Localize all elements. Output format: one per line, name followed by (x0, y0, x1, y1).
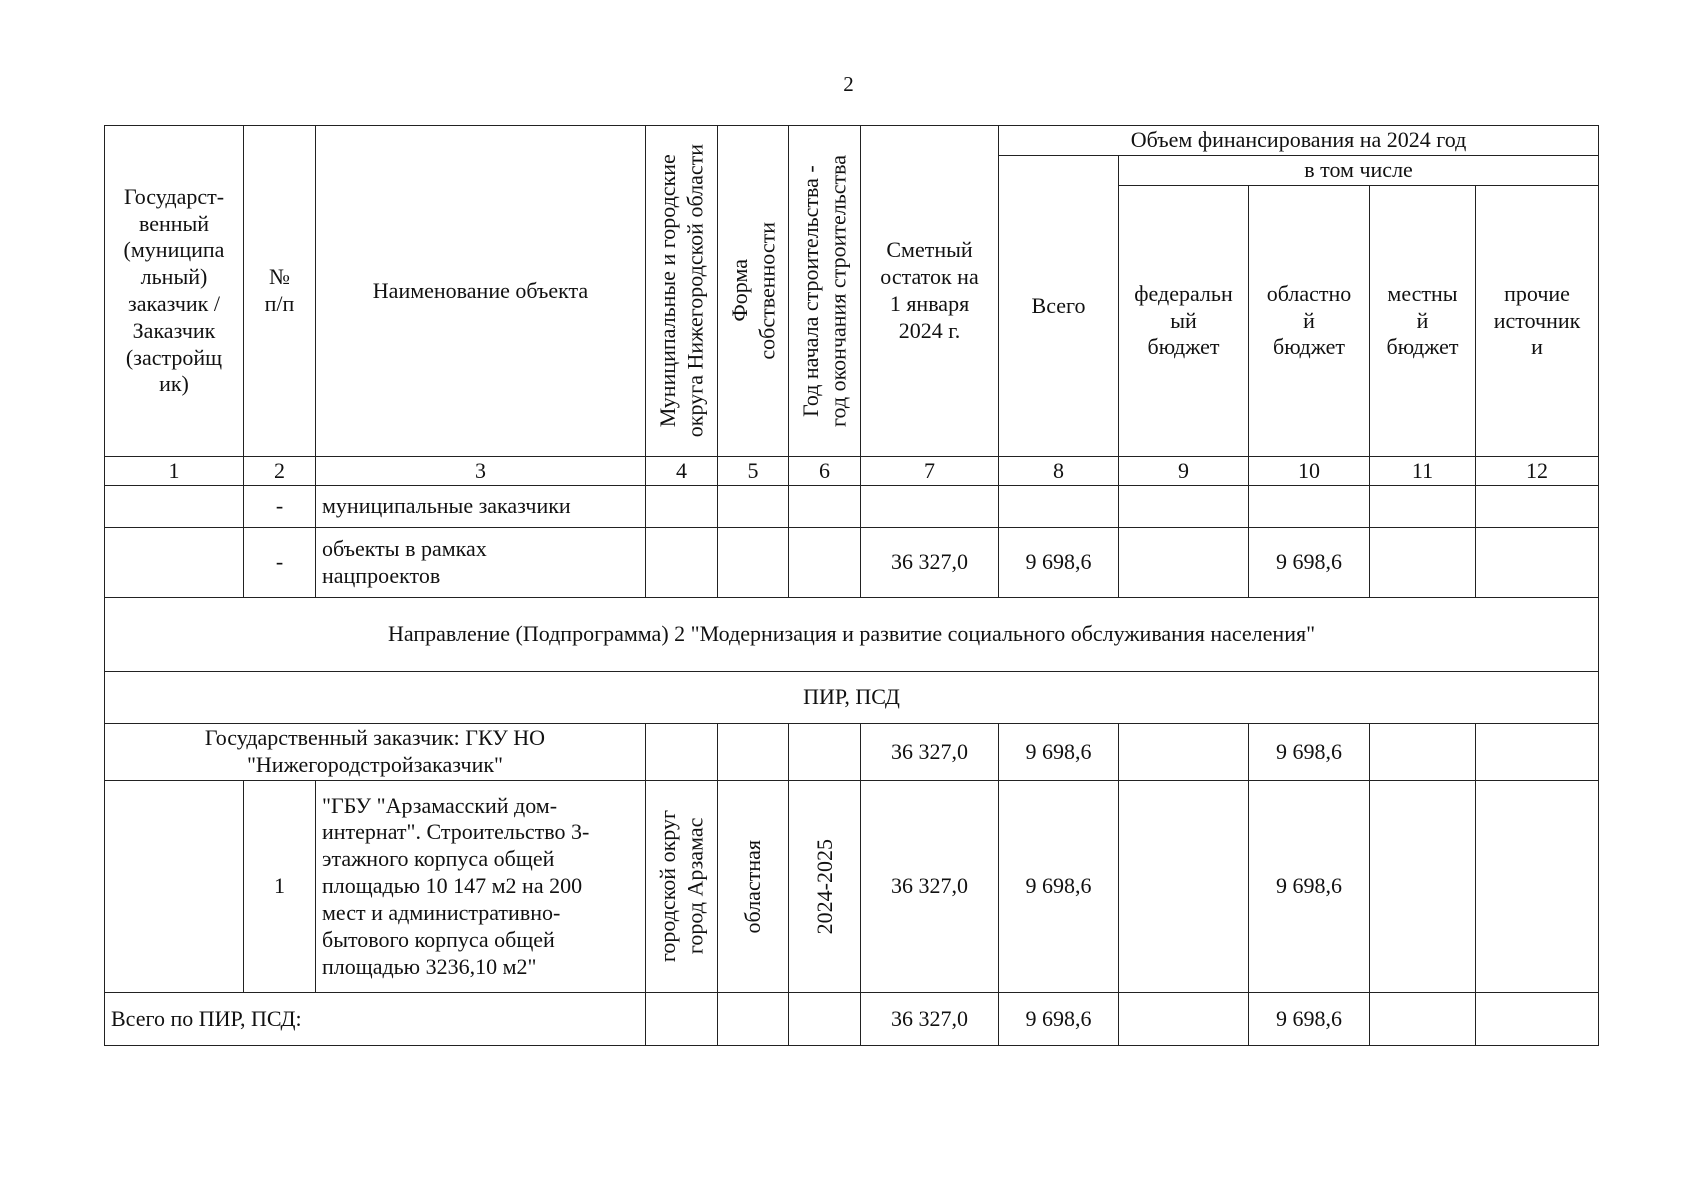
cell-regional: 9 698,6 (1249, 781, 1370, 993)
header-num: № п/п (244, 126, 316, 457)
state-customer-name: Государственный заказчик: ГКУ НО "Нижегородстройзаказчик" (105, 724, 646, 781)
cell-total: 9 698,6 (999, 528, 1119, 598)
column-number: 11 (1370, 457, 1476, 486)
column-number: 5 (718, 457, 789, 486)
column-number: 2 (244, 457, 316, 486)
column-number: 12 (1476, 457, 1599, 486)
row-national-projects (105, 528, 1599, 598)
header-ownership: Форма собственности (726, 222, 779, 360)
section-title: ПИР, ПСД (105, 672, 1599, 724)
cell-total: 9 698,6 (999, 724, 1119, 781)
row-grand-total (105, 993, 1599, 1046)
cell-remaining: 36 327,0 (861, 724, 999, 781)
object-years-cell (789, 781, 861, 993)
header-local: местны й бюджет (1370, 186, 1476, 457)
object-municipal: городской округ город Арзамас (655, 810, 708, 963)
header-regional: областно й бюджет (1249, 186, 1370, 457)
cell-regional: 9 698,6 (1249, 528, 1370, 598)
cell-remaining: 36 327,0 (861, 528, 999, 598)
header-other: прочие источник и (1476, 186, 1599, 457)
object-ownership-cell (718, 781, 789, 993)
cell-regional: 9 698,6 (1249, 724, 1370, 781)
row-name: муниципальные заказчики (316, 486, 646, 528)
header-municipal: Муниципальные и городские округа Нижегородской области (655, 144, 708, 438)
grand-total-label: Всего по ПИР, ПСД: (105, 993, 646, 1046)
cell-remaining: 36 327,0 (861, 781, 999, 993)
column-number: 10 (1249, 457, 1370, 486)
header-ownership-cell (718, 126, 789, 457)
header-total: Всего (999, 156, 1119, 457)
page-number: 2 (843, 72, 854, 96)
cell-regional: 9 698,6 (1249, 993, 1370, 1046)
row-municipal-customers (105, 486, 1599, 528)
column-numbers-row (105, 457, 1599, 486)
object-name: "ГБУ "Арзамасский дом- интернат". Строительство 3- этажного корпуса общей площадью 10 147 м2 на 200 мест и административно- бытового корпуса общей площадью 3236,10 м2" (316, 781, 646, 993)
row-name: объекты в рамках нацпроектов (316, 528, 646, 598)
column-number: 7 (861, 457, 999, 486)
row-section (105, 672, 1599, 724)
header-object-name: Наименование объекта (316, 126, 646, 457)
object-municipal-cell (646, 781, 718, 993)
row-num: - (244, 528, 316, 598)
column-number: 3 (316, 457, 646, 486)
header-including: в том числе (1119, 156, 1599, 186)
header-row-1 (105, 126, 1599, 156)
row-num: - (244, 486, 316, 528)
header-federal: федеральн ый бюджет (1119, 186, 1249, 457)
row-state-customer (105, 724, 1599, 781)
header-municipal-cell (646, 126, 718, 457)
header-years: Год начала строительства - год окончания строительства (798, 155, 851, 427)
cell-total: 9 698,6 (999, 781, 1119, 993)
direction-title: Направление (Подпрограмма) 2 "Модернизация и развитие социального обслуживания населения" (105, 598, 1599, 672)
row-num: 1 (244, 781, 316, 993)
column-number: 8 (999, 457, 1119, 486)
header-remaining: Сметный остаток на 1 января 2024 г. (861, 126, 999, 457)
row-direction (105, 598, 1599, 672)
header-funding-group: Объем финансирования на 2024 год (999, 126, 1599, 156)
column-number: 6 (789, 457, 861, 486)
cell-total: 9 698,6 (999, 993, 1119, 1046)
header-years-cell (789, 126, 861, 457)
object-years: 2024-2025 (811, 838, 837, 935)
column-number: 9 (1119, 457, 1249, 486)
column-number: 4 (646, 457, 718, 486)
row-object-1 (105, 781, 1599, 993)
financing-table (104, 125, 1599, 1046)
object-ownership: областная (740, 839, 766, 934)
header-customer: Государст- венный (муниципа льный) заказчик / Заказчик (застройщ ик) (105, 126, 244, 457)
column-number: 1 (105, 457, 244, 486)
cell-remaining: 36 327,0 (861, 993, 999, 1046)
